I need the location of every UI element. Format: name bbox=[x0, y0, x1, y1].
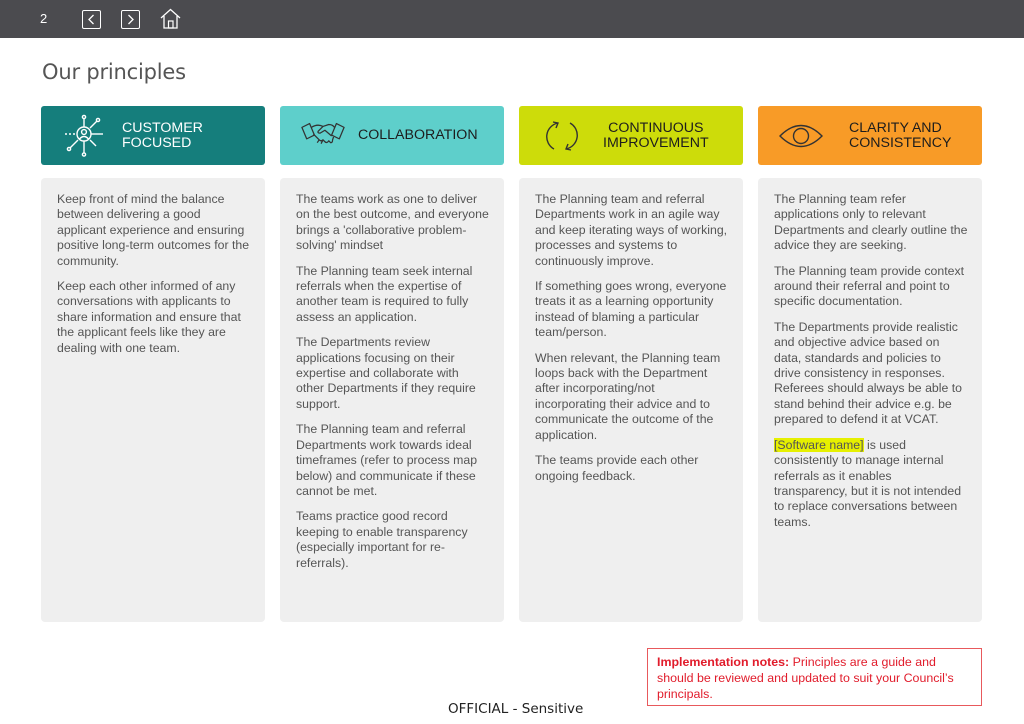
cycle-arrows-icon bbox=[539, 113, 585, 159]
principle-paragraph: If something goes wrong, everyone treats it as a learning opportunity instead of blaming a particular team/person. bbox=[535, 279, 727, 340]
implementation-notes bbox=[647, 648, 982, 706]
principle-paragraph: The Planning team provide context around their referral and point to specific documentation. bbox=[774, 263, 965, 309]
principle-body bbox=[758, 178, 982, 622]
principle-body bbox=[280, 178, 504, 622]
page-title: Our principles bbox=[42, 60, 186, 84]
implementation-notes-label: Implementation notes: bbox=[657, 655, 790, 669]
classification-footer: OFFICIAL - Sensitive bbox=[448, 701, 584, 717]
chevron-left-icon[interactable] bbox=[82, 10, 101, 29]
home-icon[interactable] bbox=[159, 7, 182, 30]
principle-paragraph-software bbox=[774, 438, 968, 530]
top-nav-bar bbox=[0, 0, 1024, 38]
principle-paragraph: The teams work as one to deliver on the best outcome, and everyone brings a 'collaborative problem-solving' mindset bbox=[296, 192, 489, 253]
principle-paragraph: The Departments provide realistic and objective advice based on data, standards and policies to drive consistency in responses. Referees should always be able to stand behind their advice e.g. be prepared to defend it at VCAT. bbox=[774, 319, 962, 427]
principle-title: CONTINUOUS IMPROVEMENT bbox=[603, 119, 709, 151]
principle-header bbox=[519, 106, 743, 165]
principle-paragraph: Keep front of mind the balance between delivering a good applicant experience and ensuring positive long-term outcomes for the community. bbox=[57, 192, 250, 268]
principle-header bbox=[758, 106, 982, 165]
principle-continuous-improvement bbox=[519, 106, 743, 483]
page-number: 2 bbox=[40, 11, 48, 26]
network-person-icon bbox=[61, 113, 107, 159]
software-paragraph-rest: is used consistently to manage internal referrals as it enables transparency, but it is not intended to replace conversations between teams. bbox=[774, 437, 962, 529]
handshake-icon bbox=[300, 113, 346, 159]
principle-body bbox=[41, 178, 265, 622]
principle-title: COLLABORATION bbox=[358, 127, 478, 143]
principle-collaboration bbox=[280, 106, 504, 570]
principle-header bbox=[41, 106, 265, 165]
eye-icon bbox=[778, 113, 824, 159]
principle-paragraph: The Planning team refer applications only to relevant Departments and clearly outline the advice they are seeking. bbox=[774, 192, 968, 253]
principle-paragraph: The Planning team seek internal referrals when the expertise of another team is required to fully assess an application. bbox=[296, 263, 473, 324]
principle-paragraph: The Planning team and referral Departments work in an agile way and keep iterating ways of working, processes and systems to continuously improve. bbox=[535, 192, 728, 268]
principle-clarity-and-consistency bbox=[758, 106, 982, 529]
principle-header bbox=[280, 106, 504, 165]
principle-paragraph: Teams practice good record keeping to enable transparency (especially important for re-referrals). bbox=[296, 509, 468, 570]
implementation-notes-text: Principles are a guide and should be reviewed and updated to suit your Council’s principals. bbox=[657, 655, 954, 701]
principle-paragraph: Keep each other informed of any conversations with applicants to share information and ensure that the applicant feels like they are dealing with one team. bbox=[57, 279, 241, 355]
principle-paragraph: When relevant, the Planning team loops back with the Department after incorporating/not incorporating their advice and to communicate the outcome of the application. bbox=[535, 350, 721, 442]
principle-paragraph: The Departments review applications focusing on their expertise and collaborate with other Departments if they require support. bbox=[296, 335, 476, 411]
principle-paragraph: The teams provide each other ongoing feedback. bbox=[535, 453, 699, 483]
principle-paragraph: The Planning team and referral Departments work towards ideal timeframes (refer to process map below) and communicate if these cannot be met. bbox=[296, 422, 478, 498]
principle-title: CLARITY AND CONSISTENCY bbox=[849, 119, 952, 151]
chevron-right-icon[interactable] bbox=[121, 10, 140, 29]
principle-body bbox=[519, 178, 743, 622]
principle-title: CUSTOMER FOCUSED bbox=[122, 119, 203, 151]
principle-customer-focused bbox=[41, 106, 265, 355]
software-name-highlight: [Software name] bbox=[774, 437, 864, 452]
